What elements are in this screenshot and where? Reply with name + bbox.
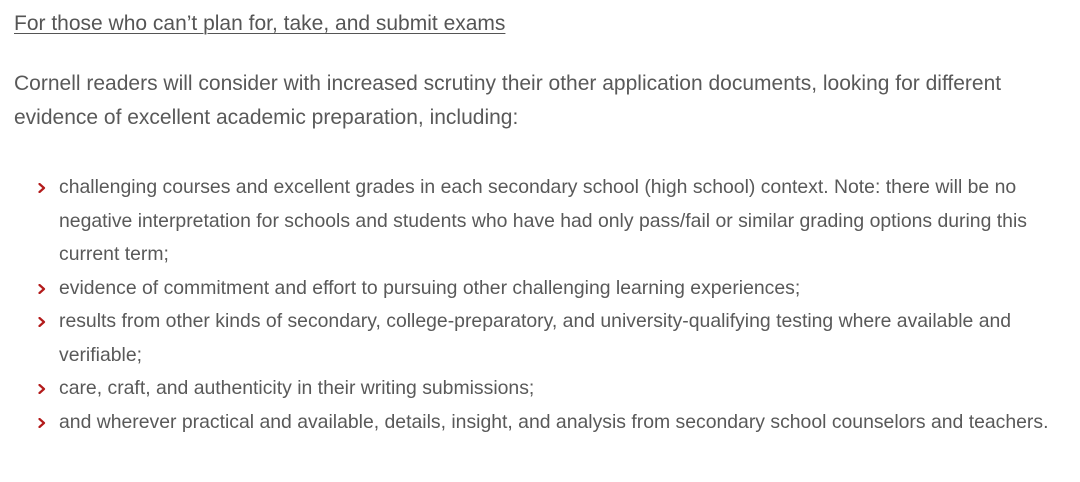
evidence-list (14, 171, 1074, 439)
list-item (14, 305, 1074, 372)
article-content (14, 8, 1074, 439)
list-item-text: results from other kinds of secondary, college-preparatory, and university-qualifying testing where available and verifiable; (59, 310, 1012, 366)
chevron-right-icon (38, 284, 46, 294)
list-item (14, 372, 1074, 406)
list-item-text: challenging courses and excellent grades in each secondary school (high school) context. Note: there will be no negative interpretation for schools and students who have had only pass/fail or similar grading options during this current term; (59, 176, 1027, 265)
list-item (14, 272, 1074, 306)
list-item-text: care, craft, and authenticity in their writing submissions; (59, 377, 535, 399)
chevron-right-icon (38, 183, 46, 193)
list-item (14, 406, 1074, 440)
section-heading-link[interactable]: For those who can’t plan for, take, and submit exams (14, 12, 506, 35)
chevron-right-icon (38, 384, 46, 394)
chevron-right-icon (38, 418, 46, 428)
chevron-right-icon (38, 317, 46, 327)
list-item-text: and wherever practical and available, details, insight, and analysis from secondary school counselors and teachers. (59, 410, 1049, 433)
intro-paragraph: Cornell readers will consider with increased scrutiny their other application documents, looking for different evidence of excellent academic preparation, including: (14, 72, 1002, 129)
list-item-text: evidence of commitment and effort to pursuing other challenging learning experiences; (59, 276, 801, 299)
list-item (14, 171, 1074, 272)
